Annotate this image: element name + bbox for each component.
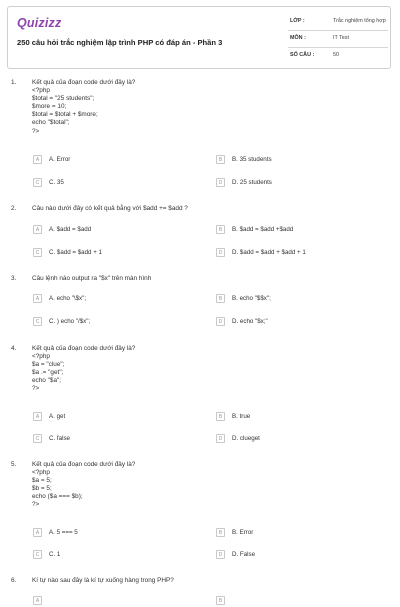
question-number: 6. <box>11 577 17 584</box>
option-text: A. get <box>49 413 66 420</box>
question-number: 1. <box>11 79 17 86</box>
question-number: 5. <box>11 461 17 468</box>
option-checkbox[interactable]: A <box>33 528 42 537</box>
question-number: 3. <box>11 275 17 282</box>
meta-label: MÔN : <box>290 35 306 41</box>
option-checkbox[interactable]: A <box>33 412 42 421</box>
option-text: D. echo "$x;" <box>232 318 268 325</box>
option-checkbox[interactable]: A <box>33 596 42 605</box>
option-checkbox[interactable]: D <box>216 550 225 559</box>
meta-label: SỐ CÂU : <box>290 52 315 58</box>
meta-value: 50 <box>333 52 339 58</box>
option-checkbox[interactable]: A <box>33 155 42 164</box>
option-checkbox[interactable]: D <box>216 248 225 257</box>
option-text: B. Error <box>232 529 254 536</box>
question-text: Câu nào dưới đây có kết quả bằng với $add += $add ? <box>32 205 188 212</box>
meta-table <box>288 15 388 65</box>
option-text: C. 1 <box>49 551 61 558</box>
option-checkbox[interactable]: B <box>216 528 225 537</box>
option-text: D. 25 students <box>232 179 272 186</box>
option-text: B. $add = $add +$add <box>232 226 294 233</box>
option-checkbox[interactable]: C <box>33 434 42 443</box>
option-checkbox[interactable]: C <box>33 550 42 559</box>
option-checkbox[interactable]: B <box>216 596 225 605</box>
option-text: B. true <box>232 413 251 420</box>
meta-row-subject <box>288 32 388 48</box>
option-text: C. false <box>49 435 70 442</box>
option-text: B. 35 students <box>232 156 272 163</box>
question-text: Câu lệnh nào output ra "$x" trên màn hình <box>32 275 152 282</box>
quizizz-logo[interactable]: Quizizz <box>17 16 62 30</box>
option-text: A. Error <box>49 156 71 163</box>
option-checkbox[interactable]: A <box>33 225 42 234</box>
option-text: D. $add = $add + $add + 1 <box>232 249 306 256</box>
document-header <box>7 6 391 69</box>
option-checkbox[interactable]: C <box>33 178 42 187</box>
option-text: C. 35 <box>49 179 64 186</box>
question-number: 2. <box>11 205 17 212</box>
option-checkbox[interactable]: A <box>33 294 42 303</box>
document-title: 250 câu hỏi trắc nghiệm lập trình PHP có đáp án - Phần 3 <box>17 38 223 47</box>
option-text: D. clueget <box>232 435 260 442</box>
meta-value: IT Test <box>333 35 349 41</box>
option-checkbox[interactable]: D <box>216 178 225 187</box>
question-text: Kết quả của đoạn code dưới đây là? <?php $total = "25 students"; $more = 10; $total = $total + $more; echo "$total"; ?> <box>32 79 136 135</box>
option-text: C. $add = $add + 1 <box>49 249 102 256</box>
option-checkbox[interactable]: C <box>33 248 42 257</box>
question-text: Kết quả của đoạn code dưới đây là? <?php $a = 5; $b = 5; echo ($a === $b); ?> <box>32 461 136 509</box>
option-text: C. ) echo "/$x"; <box>49 318 91 325</box>
option-text: D. False <box>232 551 256 558</box>
option-checkbox[interactable]: B <box>216 294 225 303</box>
option-text: A. $add = $add <box>49 226 92 233</box>
option-checkbox[interactable]: B <box>216 155 225 164</box>
question-number: 4. <box>11 345 17 352</box>
option-checkbox[interactable]: D <box>216 434 225 443</box>
question-text: Kết quả của đoạn code dưới đây là? <?php $a = "clue"; $a .= "get"; echo "$a"; ?> <box>32 345 136 393</box>
meta-value: Trắc nghiệm tổng hợp <box>333 18 386 24</box>
option-checkbox[interactable]: B <box>216 412 225 421</box>
question-text: Kí tự nào sau đây là kí tự xuống hàng trong PHP? <box>32 577 174 584</box>
meta-label: LỚP : <box>290 18 305 24</box>
option-checkbox[interactable]: B <box>216 225 225 234</box>
meta-row-count <box>288 49 388 64</box>
option-text: A. 5 === 5 <box>49 529 78 536</box>
meta-row-class <box>288 15 388 31</box>
option-checkbox[interactable]: C <box>33 317 42 326</box>
option-checkbox[interactable]: D <box>216 317 225 326</box>
option-text: A. echo "\$x"; <box>49 295 87 302</box>
option-text: B. echo "$$x"; <box>232 295 271 302</box>
